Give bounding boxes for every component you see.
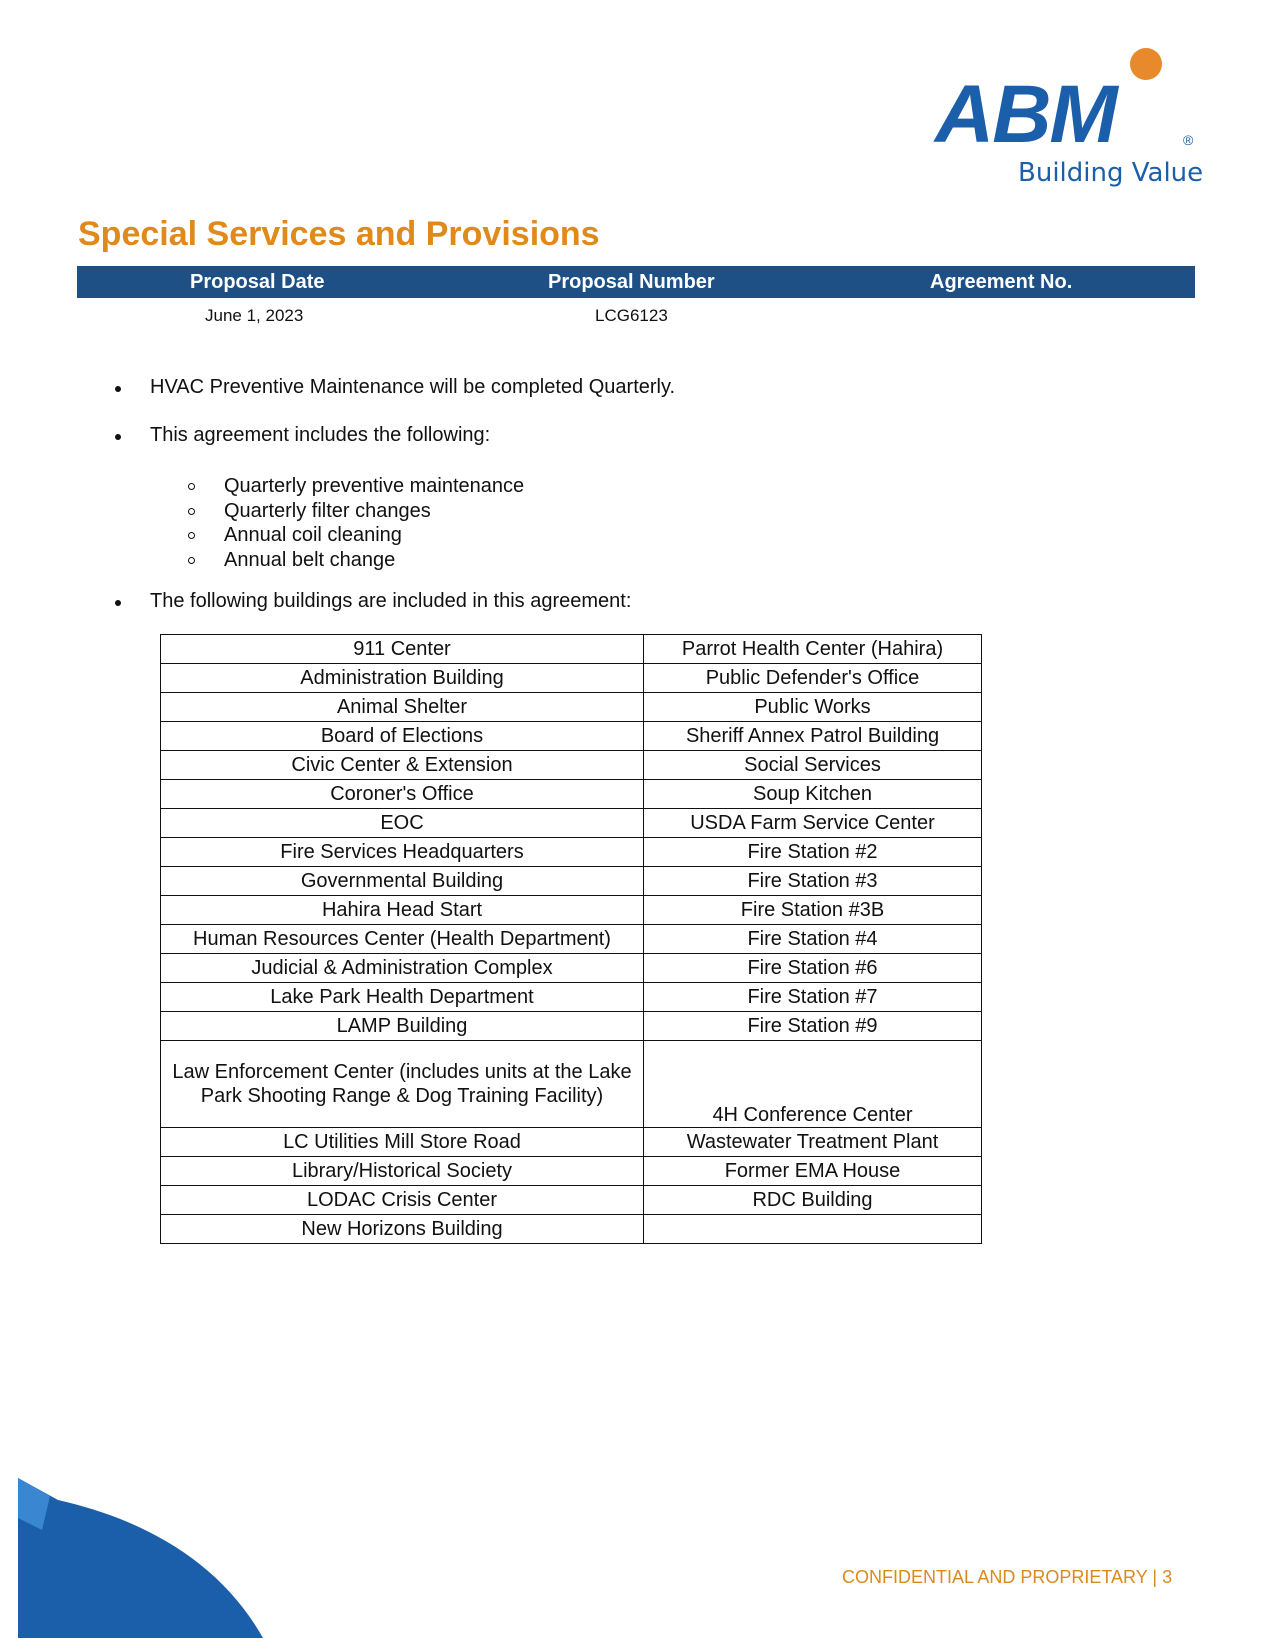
table-cell: Parrot Health Center (Hahira) xyxy=(644,635,982,664)
table-cell: 911 Center xyxy=(161,635,644,664)
circle-bullet xyxy=(188,557,195,564)
buildings-table xyxy=(160,634,982,1244)
bullet-dot xyxy=(115,386,121,392)
table-cell: Library/Historical Society xyxy=(161,1157,644,1186)
table-cell: RDC Building xyxy=(644,1186,982,1215)
table-row xyxy=(161,1012,982,1041)
table-cell: Wastewater Treatment Plant xyxy=(644,1128,982,1157)
table-row xyxy=(161,954,982,983)
table-cell: Fire Services Headquarters xyxy=(161,838,644,867)
table-cell: Civic Center & Extension xyxy=(161,751,644,780)
table-cell: Fire Station #4 xyxy=(644,925,982,954)
table-cell: Administration Building xyxy=(161,664,644,693)
footer-confidential: CONFIDENTIAL AND PROPRIETARY | 3 xyxy=(842,1567,1173,1587)
table-row xyxy=(161,1157,982,1186)
table-cell: Lake Park Health Department xyxy=(161,983,644,1012)
table-cell: Law Enforcement Center (includes units at the Lake Park Shooting Range & Dog Training Facility) xyxy=(161,1041,644,1128)
table-row xyxy=(161,780,982,809)
bullet-dot xyxy=(115,600,121,606)
table-row xyxy=(161,751,982,780)
corner-swoosh-graphic xyxy=(18,1478,278,1638)
abm-logo xyxy=(935,40,1215,200)
registered-mark: ® xyxy=(1183,132,1194,148)
table-cell: Fire Station #3B xyxy=(644,896,982,925)
bullet-text: This agreement includes the following: xyxy=(150,424,491,446)
table-row xyxy=(161,896,982,925)
table-cell: EOC xyxy=(161,809,644,838)
logo-dot xyxy=(1130,48,1162,80)
bullet-text: The following buildings are included in this agreement: xyxy=(150,590,632,612)
table-cell: Judicial & Administration Complex xyxy=(161,954,644,983)
table-cell: 4H Conference Center xyxy=(644,1041,982,1128)
table-cell: LAMP Building xyxy=(161,1012,644,1041)
table-cell: Former EMA House xyxy=(644,1157,982,1186)
table-cell: Fire Station #3 xyxy=(644,867,982,896)
circle-bullet xyxy=(188,508,195,515)
proposal-date-header: Proposal Date xyxy=(190,271,325,293)
table-cell: Fire Station #2 xyxy=(644,838,982,867)
table-row xyxy=(161,1215,982,1244)
table-row xyxy=(161,693,982,722)
table-row xyxy=(161,1041,982,1128)
table-cell: Fire Station #6 xyxy=(644,954,982,983)
table-cell: New Horizons Building xyxy=(161,1215,644,1244)
table-cell: Board of Elections xyxy=(161,722,644,751)
proposal-number-header: Proposal Number xyxy=(548,271,715,293)
table-row xyxy=(161,925,982,954)
page-heading: Special Services and Provisions xyxy=(78,215,600,253)
logo-wordmark: ABM xyxy=(935,69,1116,160)
table-cell xyxy=(644,1215,982,1244)
circle-bullet xyxy=(188,483,195,490)
table-cell: Fire Station #9 xyxy=(644,1012,982,1041)
table-cell: Fire Station #7 xyxy=(644,983,982,1012)
table-cell: LC Utilities Mill Store Road xyxy=(161,1128,644,1157)
table-cell: USDA Farm Service Center xyxy=(644,809,982,838)
table-row xyxy=(161,722,982,751)
table-row xyxy=(161,983,982,1012)
table-row xyxy=(161,635,982,664)
circle-bullet xyxy=(188,532,195,539)
table-cell: Soup Kitchen xyxy=(644,780,982,809)
table-cell: Sheriff Annex Patrol Building xyxy=(644,722,982,751)
table-cell: Coroner's Office xyxy=(161,780,644,809)
table-cell: Hahira Head Start xyxy=(161,896,644,925)
table-row xyxy=(161,838,982,867)
table-row xyxy=(161,809,982,838)
bullet-text: HVAC Preventive Maintenance will be completed Quarterly. xyxy=(150,376,676,398)
table-row xyxy=(161,1128,982,1157)
proposal-date-value: June 1, 2023 xyxy=(205,306,304,325)
table-cell: Social Services xyxy=(644,751,982,780)
table-cell: Public Works xyxy=(644,693,982,722)
table-row xyxy=(161,664,982,693)
table-row xyxy=(161,1186,982,1215)
table-cell: Governmental Building xyxy=(161,867,644,896)
agreement-number-header: Agreement No. xyxy=(930,271,1073,293)
bullet-dot xyxy=(115,434,121,440)
table-cell: LODAC Crisis Center xyxy=(161,1186,644,1215)
table-cell: Public Defender's Office xyxy=(644,664,982,693)
proposal-number-value: LCG6123 xyxy=(595,306,668,325)
logo-tagline: Building Value xyxy=(1018,158,1204,188)
table-cell: Animal Shelter xyxy=(161,693,644,722)
proposal-header-bar xyxy=(77,266,1195,298)
table-row xyxy=(161,867,982,896)
table-cell: Human Resources Center (Health Department) xyxy=(161,925,644,954)
